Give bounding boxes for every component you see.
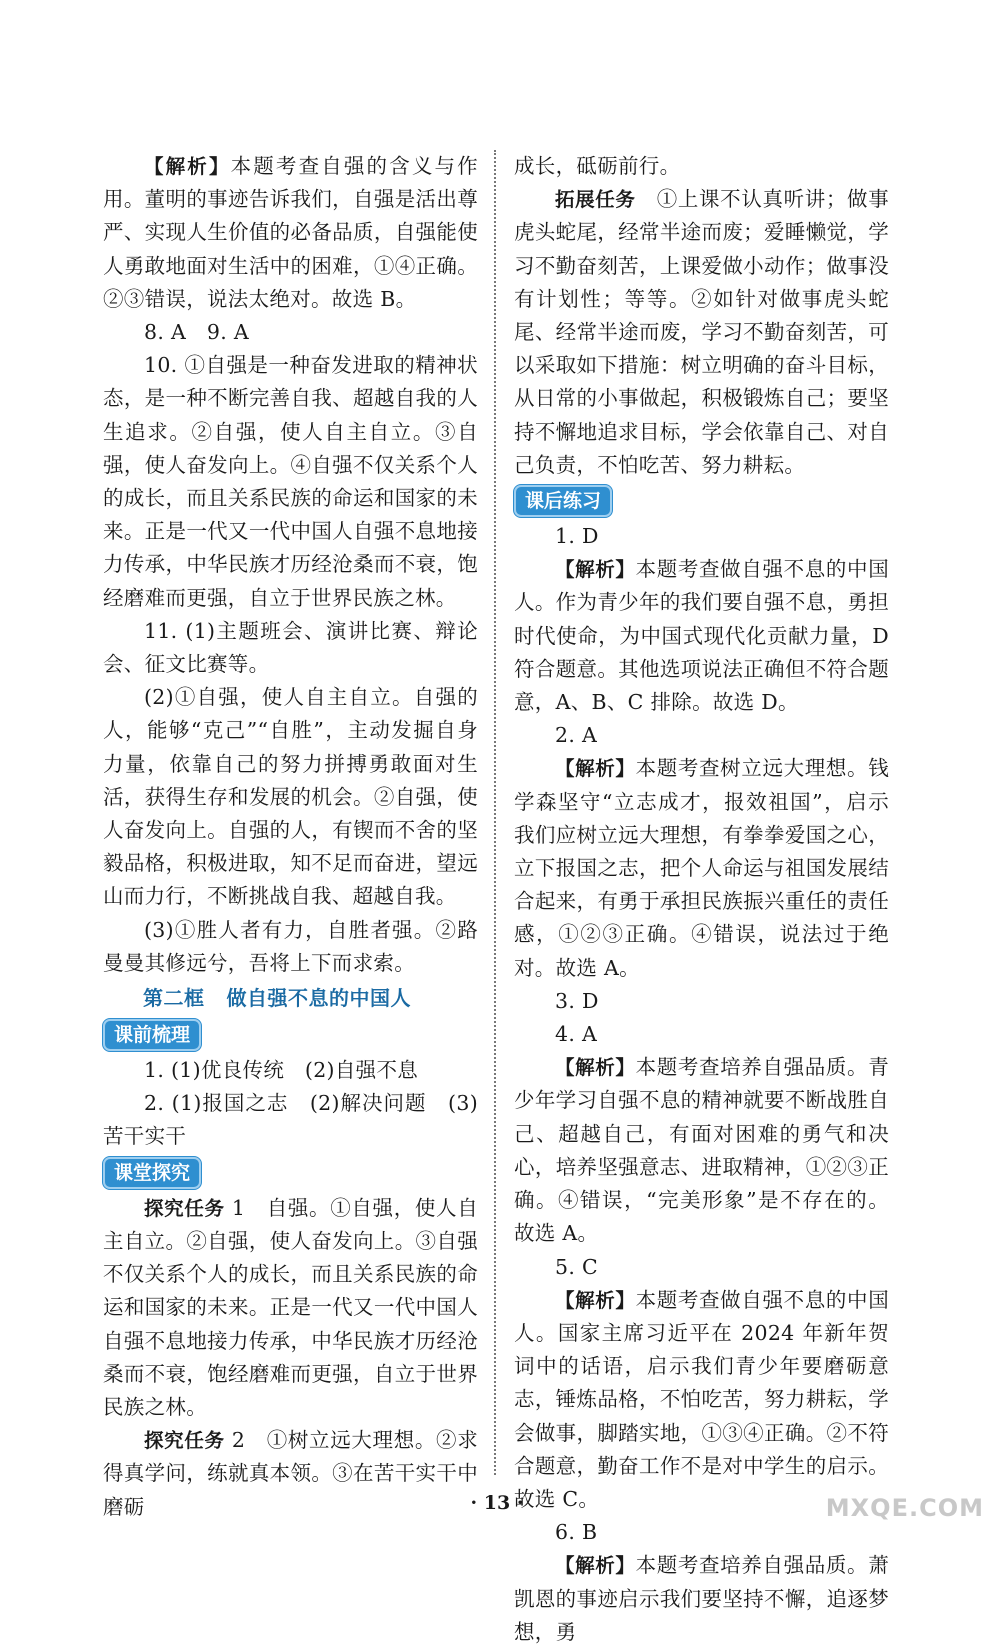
section-number: 第二框 [143, 986, 205, 1011]
continued-text: 成长，砥砺前行。 [514, 154, 681, 178]
tag-in-class: 课堂探究 [103, 1157, 201, 1189]
answer-line: 1. (1)优良传统 (2)自强不息 [144, 1058, 419, 1083]
task-paragraph [514, 183, 889, 482]
answer-paragraph: (3)①胜人者有力，自胜者强。②路曼曼其修远兮，吾将上下而求索。 [103, 917, 478, 975]
analysis-label: 【解析】 [555, 1056, 636, 1080]
analysis-label: 【解析】 [555, 757, 636, 781]
task-text: ①上课不认真听讲；做事虎头蛇尾，经常半途而废；爱睡懒觉，学习不勤奋刻苦，上课爱做小动作；做事没有计划性；等等。②如针对做事虎头蛇尾、经常半途而废，学习不勤奋刻苦，可以采取如下措施：树立明确的奋斗目标，从日常的小事做起，积极锻炼自己；要坚持不懈地追求目标，学会依靠自己、对自己负责，不怕吃苦、努力耕耘。 [514, 187, 889, 477]
answer-line: 2. (1)报国之志 (2)解决问题 (3)苦干实干 [103, 1091, 478, 1149]
analysis-paragraph [514, 1051, 889, 1250]
answer-line: 6. B [555, 1520, 598, 1545]
analysis-text: 本题考查培养自强品质。萧凯恩的事迹启示我们要坚持不懈，追逐梦想，勇 [514, 1553, 889, 1644]
task-label: 探究任务 [144, 1429, 225, 1453]
answer-line: 4. A [555, 1022, 598, 1047]
analysis-text: 本题考查培养自强品质。青少年学习自强不息的精神就要不断战胜自己、超越自己，有面对困难的勇气和决心，培养坚强意志、进取精神，①②③正确。④错误，“完美形象”是不存在的。故选 A。 [514, 1055, 889, 1246]
right-column [514, 150, 889, 1649]
answer-line: 3. D [555, 988, 599, 1013]
analysis-text: 本题考查做自强不息的中国人。作为青少年的我们要自强不息，勇担时代使命，为中国式现代化贡献力量，D 符合题意。其他选项说法正确但不符合题意，A、B、C 排除。故选 D。 [514, 557, 889, 715]
section-name: 做自强不息的中国人 [226, 986, 411, 1011]
watermark: MXQE.COM [825, 1494, 984, 1522]
analysis-paragraph [103, 150, 478, 316]
tag-after-class: 课后练习 [514, 485, 612, 517]
analysis-text: 本题考查树立远大理想。钱学森坚守“立志成才，报效祖国”，启示我们应树立远大理想，有拳拳爱国之心，立下报国之志，把个人命运与祖国发展结合起来，有勇于承担民族振兴重任的责任感，①②③正确。④错误，说法过于绝对。故选 A。 [514, 756, 889, 980]
analysis-label: 【解析】 [555, 1554, 636, 1578]
task-text: 1 自强。①自强，使人自主自立。②自强，使人奋发向上。③自强不仅关系个人的成长，而且关系民族的命运和国家的未来。正是一代又一代中国人自强不息地接力传承，中华民族才历经沧桑而不衰，饱经磨难而更强，自立于世界民族之林。 [103, 1195, 479, 1419]
left-column [103, 150, 478, 1524]
column-divider [494, 150, 496, 1475]
page-number: · 13 · [470, 1492, 524, 1514]
section-title [103, 980, 478, 1016]
answer-line: 5. C [555, 1254, 598, 1279]
answer-paragraph: 10. ①自强是一种奋发进取的精神状态，是一种不断完善自我、超越自我的人生追求。②自强，使人自主自立。③自强，使人奋发向上。④自强不仅关系个人的成长，而且关系民族的命运和国家的未来。正是一代又一代中国人自强不息地接力传承，中华民族才历经沧桑而不衰，饱经磨难而更强，自立于世界民族之林。 [103, 353, 478, 610]
analysis-label: 【解析】 [555, 558, 636, 582]
analysis-paragraph [514, 1549, 889, 1649]
answer-line: 1. D [555, 524, 599, 549]
task-paragraph [103, 1192, 478, 1424]
analysis-text: 本题考查做自强不息的中国人。国家主席习近平在 2024 年新年贺词中的话语，启示我们青少年要磨砺意志，锤炼品格，不怕吃苦，努力耕耘，学会做事，脚踏实地，①③④正确。②不符合题意，勤奋工作不是对中学生的启示。故选 C。 [514, 1287, 889, 1511]
task-text: 2 ①树立远大理想。②求得真学问，练就真本领。③在苦干实干中磨砺 [103, 1428, 479, 1519]
answer-paragraph: 11. (1)主题班会、演讲比赛、辩论会、征文比赛等。 [103, 618, 478, 677]
answer-paragraph: (2)①自强，使人自主自立。自强的人，能够“克己”“自胜”，主动发掘自身力量，依靠自己的努力拼搏勇敢面对生活，获得生存和发展的机会。②自强，使人奋发向上。自强的人，有锲而不舍的坚毅品格，积极进取，知不足而奋进，望远山而力行，不断挑战自我、超越自我。 [103, 685, 478, 909]
analysis-paragraph [514, 1284, 889, 1516]
analysis-paragraph [514, 553, 889, 719]
answer-line: 8. A 9. A [144, 320, 249, 345]
task-label: 探究任务 [144, 1196, 225, 1220]
analysis-label: 【解析】 [555, 1288, 636, 1312]
task-label: 拓展任务 [555, 188, 636, 212]
tag-pre-class: 课前梳理 [103, 1019, 201, 1051]
answer-line: 2. A [555, 723, 598, 748]
analysis-text: 本题考查自强的含义与作用。董明的事迹告诉我们，自强是活出尊严、实现人生价值的必备品质，自强能使人勇敢地面对生活中的困难，①④正确。②③错误，说法太绝对。故选 B。 [103, 154, 478, 311]
analysis-paragraph [514, 752, 889, 984]
analysis-label: 【解析】 [144, 155, 231, 178]
